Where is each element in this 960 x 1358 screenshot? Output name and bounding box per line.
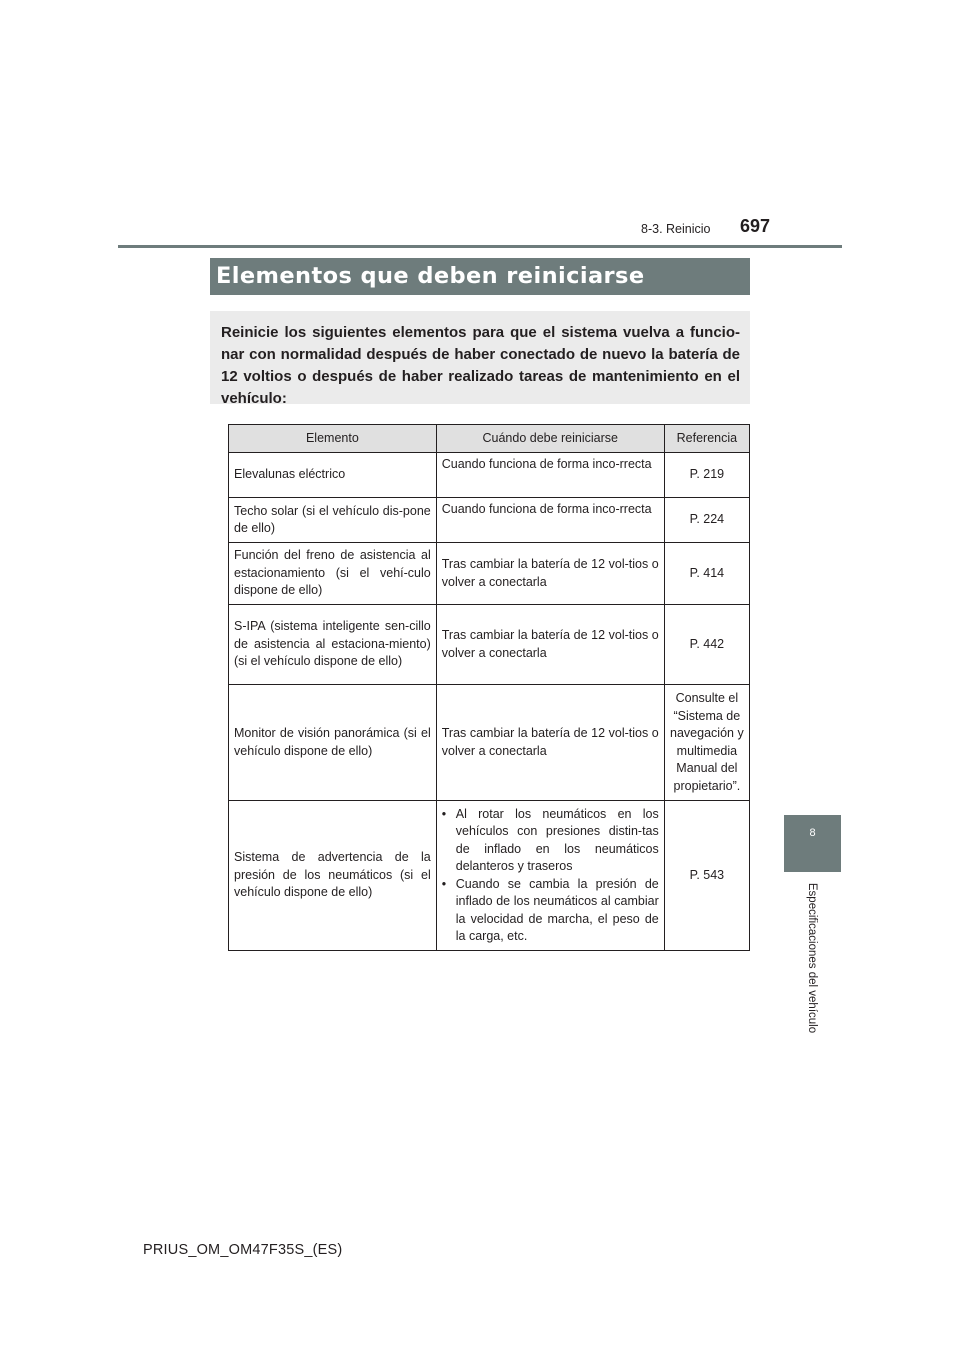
cell-elemento: S-IPA (sistema inteligente sen-cillo de asistencia al estaciona-miento) (si el vehículo dispone de ello): [229, 605, 437, 685]
column-header-elemento: Elemento: [229, 425, 437, 453]
cell-elemento: Función del freno de asistencia al estacionamiento (si el vehí-culo dispone de ello): [229, 543, 437, 605]
table-row: [229, 801, 750, 951]
cell-referencia: P. 442: [664, 605, 749, 685]
chapter-number: 8: [809, 827, 816, 839]
cell-referencia: P. 543: [664, 801, 749, 951]
header-rule: [118, 245, 842, 248]
cell-cuando: Tras cambiar la batería de 12 vol-tios o volver a conectarla: [436, 685, 664, 801]
column-header-referencia: Referencia: [664, 425, 749, 453]
table-row: [229, 498, 750, 543]
cell-cuando: [436, 801, 664, 951]
table-row: [229, 605, 750, 685]
reset-items-table: [228, 424, 750, 951]
bullet-list: [442, 806, 659, 946]
page-number: 697: [740, 216, 771, 236]
cell-referencia: Consulte el “Sistema de navegación y multimedia Manual del propietario”.: [664, 685, 749, 801]
cell-elemento: Sistema de advertencia de la presión de los neumáticos (si el vehículo dispone de ello): [229, 801, 437, 951]
cell-referencia: P. 224: [664, 498, 749, 543]
table-row: [229, 543, 750, 605]
section-heading-bar: [210, 258, 750, 295]
chapter-title: Especificaciones del vehículo: [806, 882, 818, 1034]
table-row: [229, 453, 750, 498]
table-row: [229, 685, 750, 801]
column-header-cuando: Cuándo debe reiniciarse: [436, 425, 664, 453]
chapter-tab: [784, 815, 841, 872]
intro-text: Reinicie los siguientes elementos para que el sistema vuelva a funcio-nar con normalidad después de haber conectado de nuevo la batería de 12 voltios o después de haber realizado tareas de mantenimiento en el vehículo:: [221, 324, 740, 407]
cell-cuando: Tras cambiar la batería de 12 vol-tios o volver a conectarla: [436, 543, 664, 605]
section-label: 8-3. Reinicio: [641, 222, 711, 236]
document-id: PRIUS_OM_OM47F35S_(ES): [143, 1242, 343, 1258]
cell-elemento: Techo solar (si el vehículo dis-pone de ello): [229, 498, 437, 543]
section-heading: Elementos que deben reiniciarse: [216, 263, 645, 289]
cell-cuando: Cuando funciona de forma inco-rrecta: [436, 453, 664, 498]
intro-box: [210, 311, 750, 407]
cell-elemento: Monitor de visión panorámica (si el vehículo dispone de ello): [229, 685, 437, 801]
bullet-item: • Al rotar los neumáticos en los vehículos con presiones distin-tas de inflado en los neumáticos delanteros y traseros: [441, 806, 659, 873]
bullet-text: Al rotar los neumáticos en los vehículos con presiones distin-tas de inflado en los neumáticos delanteros y traseros: [455, 806, 659, 873]
table-header-row: [229, 425, 750, 453]
cell-referencia: P. 414: [664, 543, 749, 605]
bullet-text: Cuando se cambia la presión de inflado de los neumáticos al cambiar la velocidad de marcha, el peso de la carga, etc.: [455, 876, 659, 943]
cell-referencia: P. 219: [664, 453, 749, 498]
cell-cuando: Cuando funciona de forma inco-rrecta: [436, 498, 664, 543]
bullet-item: • Cuando se cambia la presión de inflado de los neumáticos al cambiar la velocidad de marcha, el peso de la carga, etc.: [441, 876, 659, 943]
cell-cuando: Tras cambiar la batería de 12 vol-tios o volver a conectarla: [436, 605, 664, 685]
cell-elemento: Elevalunas eléctrico: [229, 453, 437, 498]
